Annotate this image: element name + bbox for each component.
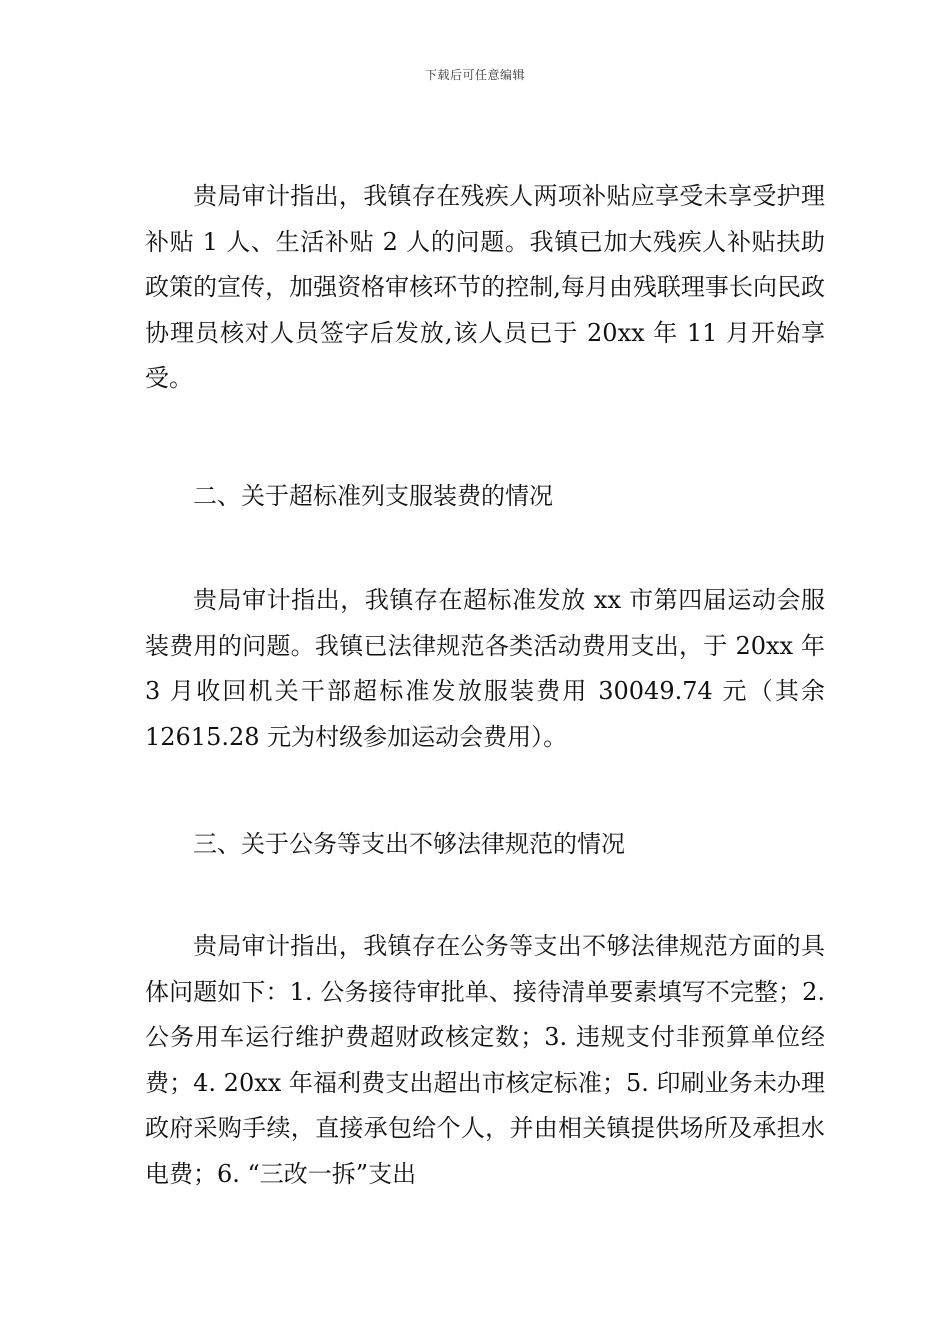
paragraph-uniform-fee: 贵局审计指出，我镇存在超标准发放 xx 市第四届运动会服装费用的问题。我镇已法律规范各类活动费用支出，于 20xx 年 3 月收回机关干部超标准发放服装费用 30049.74 元（其余 12615.28 元为村级参加运动会费用）。 xyxy=(145,586,825,751)
section-heading-official-expenses: 三、关于公务等支出不够法律规范的情况 xyxy=(193,830,625,858)
section-heading-uniform-fee: 二、关于超标准列支服装费的情况 xyxy=(193,482,553,510)
page-header: 下载后可任意编辑 xyxy=(424,68,525,82)
paragraph-official-expenses: 贵局审计指出，我镇存在公务等支出不够法律规范方面的具体问题如下：1. 公务接待审批单、接待清单要素填写不完整；2. 公务用车运行维护费超财政核定数；3. 违规支付非预算单位经费；4. 20xx 年福利费支出超出市核定标准；5. 印刷业务未办理政府采购手续，直接承包给个人，并由相关镇提供场所及承担水电费；6. “三改一拆”支出 xyxy=(145,932,825,1188)
paragraph-disability-subsidy: 贵局审计指出，我镇存在残疾人两项补贴应享受未享受护理补贴 1 人、生活补贴 2 人的问题。我镇已加大残疾人补贴扶助政策的宣传，加强资格审核环节的控制,每月由残联理事长向民政协理员核对人员签字后发放,该人员已于 20xx 年 11 月开始享受。 xyxy=(145,182,825,392)
